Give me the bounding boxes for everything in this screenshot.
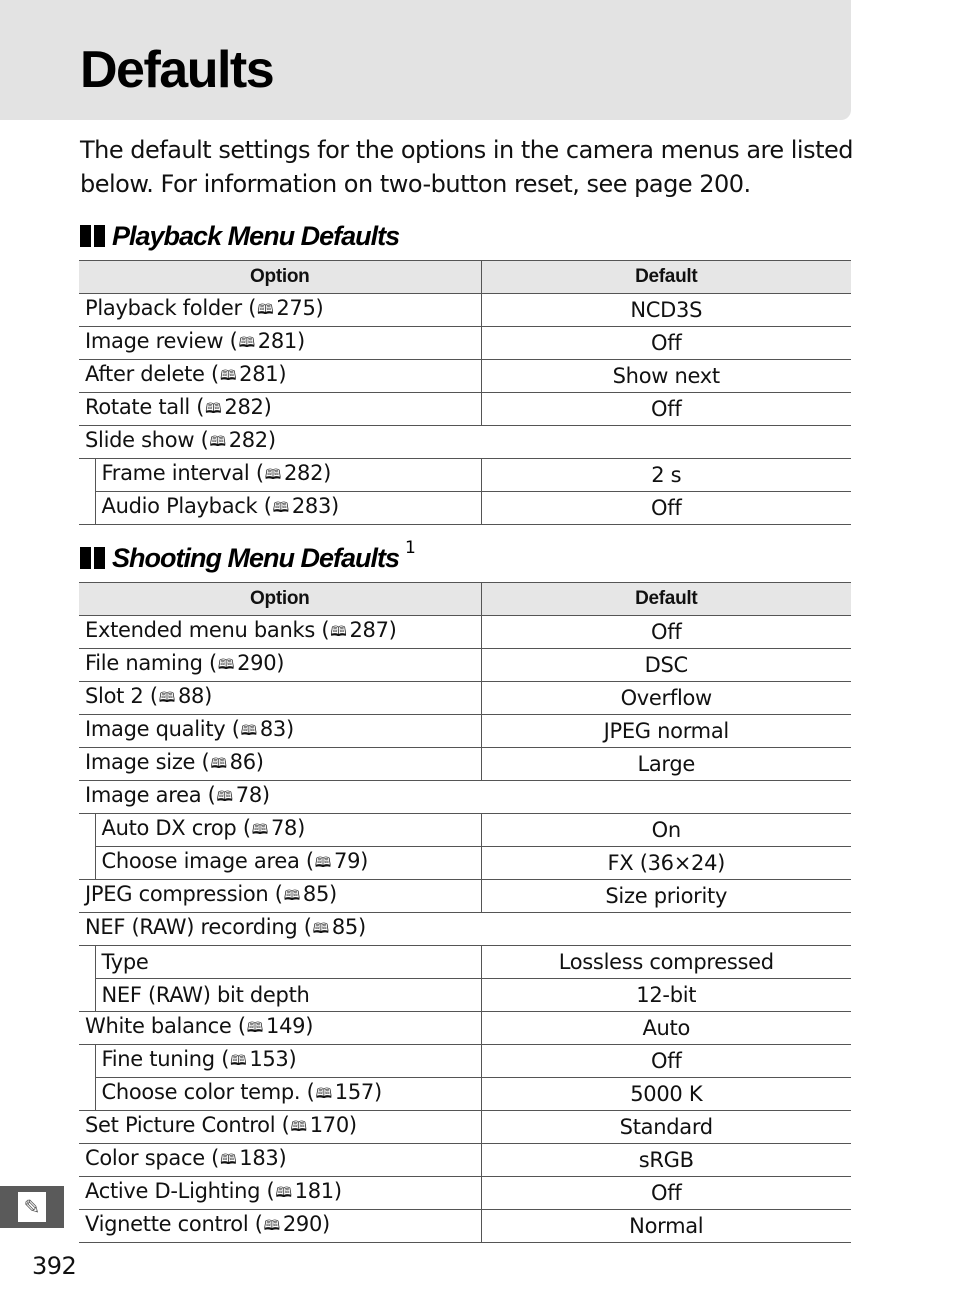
column-header-option: Option (79, 583, 481, 616)
table-group-row (79, 913, 851, 946)
table-header-row (79, 583, 851, 616)
table-subrow (79, 1078, 851, 1111)
option-cell: Image area (🕮 78) (79, 781, 851, 814)
table-row (79, 327, 851, 360)
option-cell: Extended menu banks (🕮 287) (79, 616, 481, 649)
book-icon: 🕮 (210, 756, 227, 772)
column-header-default: Default (481, 583, 851, 616)
table-subrow (79, 459, 851, 492)
option-cell: After delete (🕮 281) (79, 360, 481, 393)
default-cell: Off (481, 1045, 851, 1078)
book-icon: 🕮 (330, 624, 347, 640)
shooting-heading (80, 538, 415, 575)
default-cell: Off (481, 1177, 851, 1210)
playback-heading-text: Playback Menu Defaults (112, 220, 400, 251)
option-cell: Fine tuning (🕮 153) (95, 1045, 481, 1078)
book-icon: 🕮 (283, 888, 300, 904)
table-row (79, 1177, 851, 1210)
option-cell: Vignette control (🕮 290) (79, 1210, 481, 1243)
option-cell: Choose color temp. (🕮 157) (95, 1078, 481, 1111)
option-cell: Color space (🕮 183) (79, 1144, 481, 1177)
default-cell: Show next (481, 360, 851, 393)
book-icon: 🕮 (238, 335, 255, 351)
table-subrow (79, 847, 851, 880)
option-cell: Image review (🕮 281) (79, 327, 481, 360)
table-row (79, 649, 851, 682)
book-icon: 🕮 (220, 1152, 237, 1168)
option-cell: Active D-Lighting (🕮 181) (79, 1177, 481, 1210)
book-icon: 🕮 (275, 1185, 292, 1201)
option-cell: NEF (RAW) bit depth (95, 979, 481, 1012)
book-icon: 🕮 (209, 434, 226, 450)
playback-defaults-table (79, 260, 851, 525)
option-cell: Auto DX crop (🕮 78) (95, 814, 481, 847)
table-row (79, 1210, 851, 1243)
default-cell: NCD3S (481, 294, 851, 327)
option-cell: Image size (🕮 86) (79, 748, 481, 781)
default-cell: Overflow (481, 682, 851, 715)
table-row (79, 1012, 851, 1045)
table-header-row (79, 261, 851, 294)
book-icon: 🕮 (312, 921, 329, 937)
book-icon: 🕮 (217, 657, 235, 673)
table-row (79, 715, 851, 748)
book-icon: 🕮 (251, 822, 268, 838)
option-cell: Playback folder (🕮 275) (79, 294, 481, 327)
table-row (79, 682, 851, 715)
page-number: 392 (32, 1252, 77, 1280)
default-cell: Off (481, 616, 851, 649)
table-subrow (79, 979, 851, 1012)
option-cell: Slot 2 (🕮 88) (79, 682, 481, 715)
table-row (79, 294, 851, 327)
option-cell: Image quality (🕮 83) (79, 715, 481, 748)
option-cell: NEF (RAW) recording (🕮 85) (79, 913, 851, 946)
default-cell: Off (481, 393, 851, 426)
book-icon: 🕮 (315, 1086, 332, 1102)
option-cell: Frame interval (🕮 282) (95, 459, 481, 492)
table-row (79, 1111, 851, 1144)
default-cell: Standard (481, 1111, 851, 1144)
book-icon: 🕮 (264, 467, 281, 483)
option-cell: White balance (🕮 149) (79, 1012, 481, 1045)
option-cell: Set Picture Control (🕮 170) (79, 1111, 481, 1144)
option-cell: Choose image area (🕮 79) (95, 847, 481, 880)
shooting-defaults-table (79, 582, 851, 1243)
table-row (79, 616, 851, 649)
default-cell: Off (481, 492, 851, 525)
playback-heading (80, 219, 399, 253)
intro-paragraph: The default settings for the options in the camera menus are listed below. For information on two-button reset, see page 200. (80, 136, 854, 198)
table-row (79, 1144, 851, 1177)
default-cell: Normal (481, 1210, 851, 1243)
table-row (79, 748, 851, 781)
book-icon: 🕮 (257, 302, 274, 318)
option-cell: Type (95, 946, 481, 979)
default-cell: 2 s (481, 459, 851, 492)
table-subrow (79, 814, 851, 847)
default-cell: Size priority (481, 880, 851, 913)
book-icon: 🕮 (205, 401, 222, 417)
book-icon: 🕮 (230, 1053, 247, 1069)
option-cell: File naming (🕮 290) (79, 649, 481, 682)
option-cell: JPEG compression (🕮 85) (79, 880, 481, 913)
section-marker-icon (80, 547, 108, 569)
book-icon: 🕮 (216, 789, 233, 805)
default-cell: Lossless compressed (481, 946, 851, 979)
default-cell: Off (481, 327, 851, 360)
default-cell: Large (481, 748, 851, 781)
table-group-row (79, 781, 851, 814)
section-side-tab (0, 1186, 64, 1228)
column-header-option: Option (79, 261, 481, 294)
table-subrow (79, 1045, 851, 1078)
option-cell: Rotate tall (🕮 282) (79, 393, 481, 426)
option-cell: Slide show (🕮 282) (79, 426, 851, 459)
default-cell: JPEG normal (481, 715, 851, 748)
table-subrow (79, 492, 851, 525)
section-marker-icon (80, 225, 108, 247)
default-cell: Auto (481, 1012, 851, 1045)
column-header-default: Default (481, 261, 851, 294)
table-subrow (79, 946, 851, 979)
page-title: Defaults (80, 41, 274, 99)
book-icon: 🕮 (272, 500, 289, 516)
book-icon: 🕮 (246, 1020, 264, 1036)
pen-notebook-icon: ✎ (18, 1192, 46, 1222)
table-row (79, 360, 851, 393)
table-row (79, 880, 851, 913)
default-cell: sRGB (481, 1144, 851, 1177)
table-group-row (79, 426, 851, 459)
default-cell: FX (36×24) (481, 847, 851, 880)
book-icon: 🕮 (240, 723, 257, 739)
book-icon: 🕮 (290, 1119, 307, 1135)
book-icon: 🕮 (219, 368, 237, 384)
default-cell: 5000 K (481, 1078, 851, 1111)
book-icon: 🕮 (314, 855, 332, 871)
default-cell: DSC (481, 649, 851, 682)
table-row (79, 393, 851, 426)
book-icon: 🕮 (158, 690, 175, 706)
option-cell: Audio Playback (🕮 283) (95, 492, 481, 525)
book-icon: 🕮 (263, 1218, 280, 1234)
default-cell: On (481, 814, 851, 847)
shooting-heading-text: Shooting Menu Defaults (112, 542, 399, 573)
footnote-marker: 1 (404, 538, 415, 558)
default-cell: 12-bit (481, 979, 851, 1012)
